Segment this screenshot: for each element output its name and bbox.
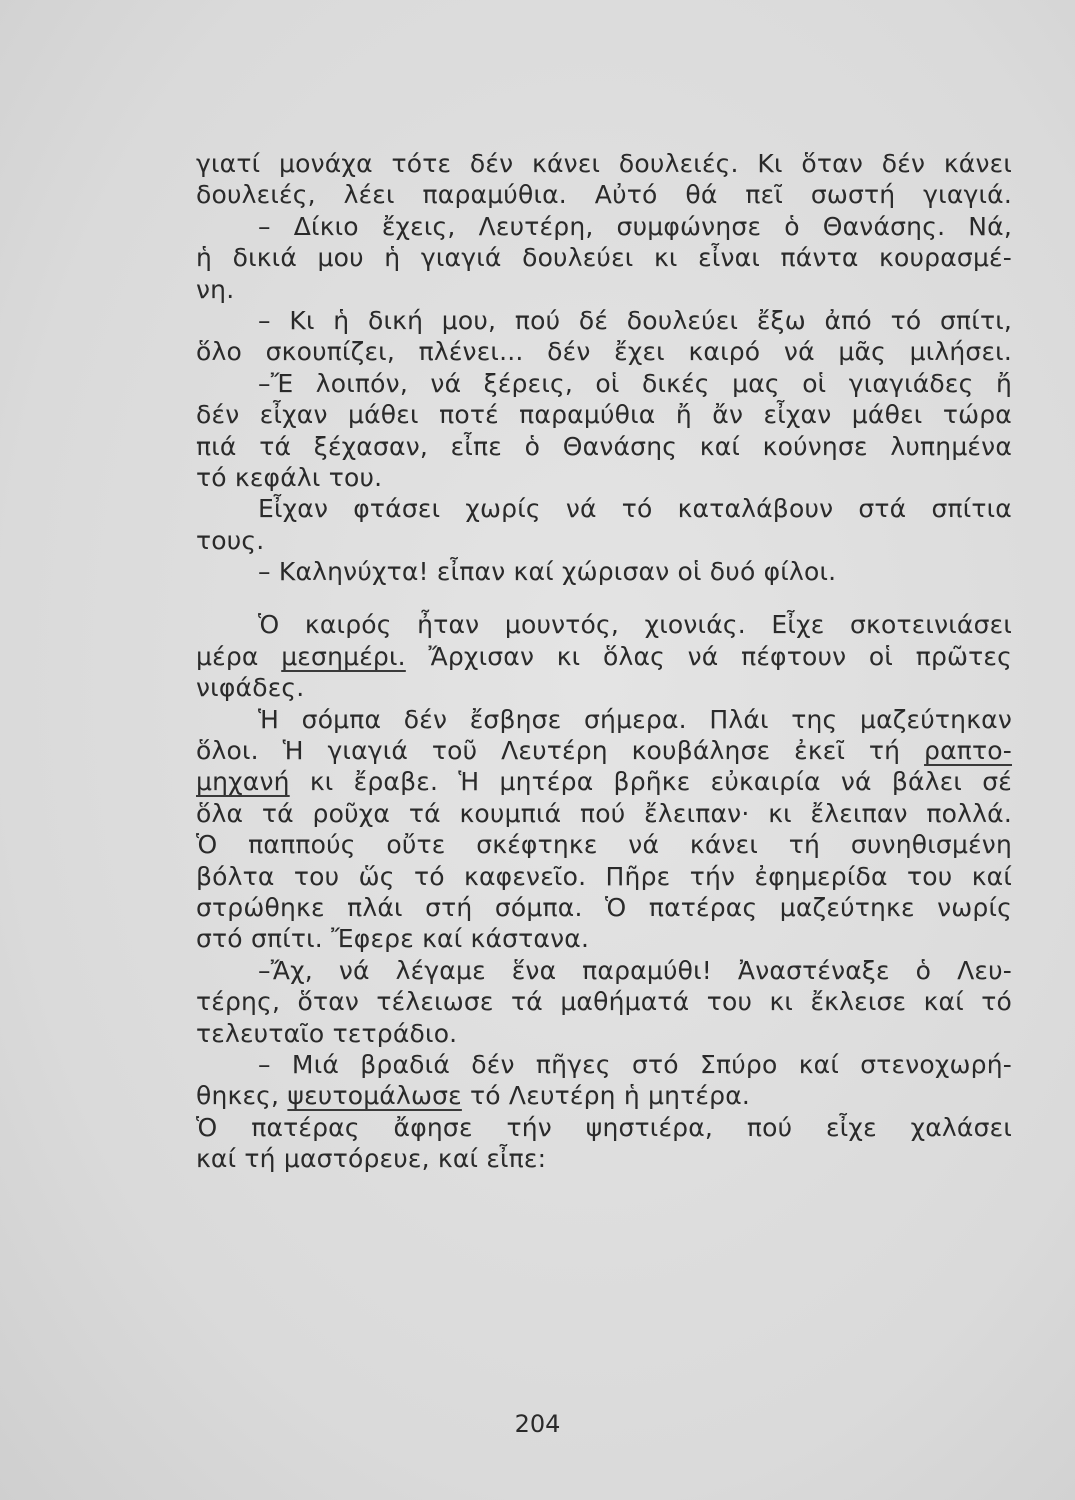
text-line: καί τή μαστόρευε, καί εἶπε: [196,1144,547,1174]
text-line: Ὁ παππούς οὔτε σκέφτηκε νά κάνει τή συνηθισμένη [196,830,1012,860]
text-fragment: μέρα [196,641,259,671]
text-fragment: Ἄρχισαν κι ὅλας νά πέφτουν οἱ πρῶτες [428,641,1012,671]
text-line: πιά τά ξέχασαν, εἶπε ὁ Θανάσης καί κούνησε λυπημένα [196,431,1012,461]
underlined-word: μηχανή [196,767,290,797]
page-number: 204 [514,1410,561,1438]
text-line [196,735,1012,766]
text-line: στρώθηκε πλάι στή σόμπα. Ὁ πατέρας μαζεύτηκε νωρίς [196,892,1012,922]
text-line [196,766,1012,797]
text-line: – Καληνύχτα! εἶπαν καί χώρισαν οἱ δυό φίλοι. [258,557,837,587]
text-line: Ὁ πατέρας ἄφησε τήν ψηστιέρα, πού εἶχε χαλάσει [196,1112,1012,1142]
text-line [196,1080,1012,1111]
text-fragment: κι ἔραβε. Ἡ μητέρα βρῆκε εὐκαιρία νά βάλει σέ [309,767,1012,797]
text-line: νη. [196,274,235,304]
underlined-word: ραπτο- [924,736,1012,766]
text-line: στό σπίτι. Ἔφερε καί κάστανα. [196,924,590,954]
text-line: τέρης, ὅταν τέλειωσε τά μαθήματά του κι ἔκλεισε καί τό [196,987,1012,1017]
text-line: δέν εἶχαν μάθει ποτέ παραμύθια ἤ ἄν εἶχαν μάθει τώρα [196,400,1012,430]
text-fragment: θηκες, [196,1081,280,1111]
text-line: δουλειές, λέει παραμύθια. Αὐτό θά πεῖ σωστή γιαγιά. [196,180,1012,210]
text-fragment: ὅλοι. Ἡ γιαγιά τοῦ Λευτέρη κουβάλησε ἐκεῖ τή [196,736,901,766]
text-line: τους. [196,525,265,555]
text-line: τό κεφάλι του. [196,462,383,492]
text-line: –Ἔ λοιπόν, νά ξέρεις, οἱ δικές μας οἱ γιαγιάδες ἤ [258,368,1012,398]
text-line: γιατί μονάχα τότε δέν κάνει δουλειές. Κι ὅταν δέν κάνει [196,149,1012,178]
text-line: ἡ δικιά μου ἡ γιαγιά δουλεύει κι εἶναι πάντα κουρασμέ- [196,243,1012,273]
body-text [196,148,1012,1175]
text-line: ὅλο σκουπίζει, πλένει... δέν ἔχει καιρό νά μᾶς μιλήσει. [196,337,1012,367]
text-line: τελευταῖο τετράδιο. [196,1018,458,1048]
text-line: νιφάδες. [196,673,305,703]
text-fragment: τό Λευτέρη ἡ μητέρα. [470,1081,751,1111]
underlined-word: μεσημέρι. [281,641,406,671]
text-line: Ὁ καιρός ἦταν μουντός, χιονιάς. Εἶχε σκοτεινιάσει [258,610,1012,640]
text-line: – Κι ἡ δική μου, πού δέ δουλεύει ἔξω ἀπό τό σπίτι, [258,305,1012,335]
text-line: – Μιά βραδιά δέν πῆγες στό Σπύρο καί στενοχωρή- [258,1049,1012,1079]
text-line: –Ἄχ, νά λέγαμε ἕνα παραμύθι! Ἀναστέναξε ὁ Λευ- [258,955,1012,985]
underlined-word: ψευτομάλωσε [287,1081,462,1111]
text-line: Εἶχαν φτάσει χωρίς νά τό καταλάβουν στά σπίτια [258,494,1012,524]
text-line [196,641,1012,672]
text-line: βόλτα του ὥς τό καφενεῖο. Πῆρε τήν ἐφημερίδα του καί [196,861,1012,891]
text-line: – Δίκιο ἔχεις, Λευτέρη, συμφώνησε ὁ Θανάσης. Νά, [258,211,1012,241]
text-line: ὅλα τά ροῦχα τά κουμπιά πού ἔλειπαν· κι ἔλειπαν πολλά. [196,798,1012,828]
text-line: Ἡ σόμπα δέν ἔσβησε σήμερα. Πλάι της μαζεύτηκαν [258,704,1012,734]
